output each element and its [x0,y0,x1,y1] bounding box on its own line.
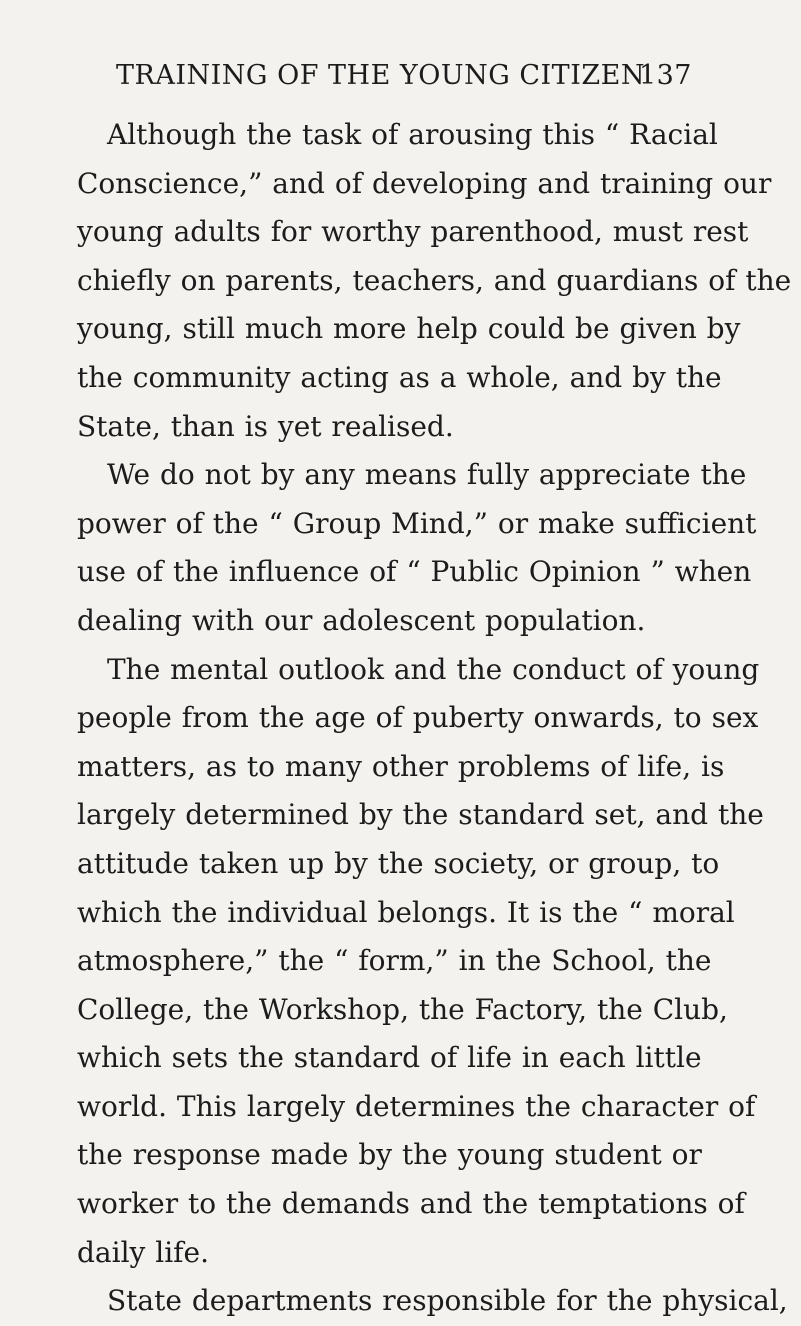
page-number: 137 [638,60,692,91]
text-line: We do not by any means fully appreciate the [107,458,747,492]
text-line: Although the task of arousing this “ Racial [107,118,718,151]
text-line: the community acting as a whole, and by the [77,360,722,394]
text-line: dealing with our adolescent population. [77,603,646,637]
running-head [116,60,692,100]
text-line: power of the “ Group Mind,” or make sufficient [77,506,757,540]
text-line: people from the age of puberty onwards, to sex [77,701,759,735]
text-line: College, the Workshop, the Factory, the Club, [77,992,728,1026]
text-line: Conscience,” and of developing and training our [77,166,772,200]
text-line: use of the influence of “ Public Opinion ” when [77,555,752,589]
text-line: The mental outlook and the conduct of young [107,652,760,686]
text-line: atmosphere,” the “ form,” in the School, the [77,944,712,978]
text-line: State departments responsible for the physical, [107,1284,788,1318]
text-line: world. This largely determines the character of [77,1089,756,1123]
text-line: young adults for worthy parenthood, must rest [77,215,749,249]
text-line: chiefly on parents, teachers, and guardians of the [77,263,792,297]
text-line: young, still much more help could be given by [77,312,741,346]
text-line: matters, as to many other problems of life, is [77,749,725,783]
text-line: daily life. [77,1235,209,1269]
running-title: TRAINING OF THE YOUNG CITIZEN [116,60,645,91]
text-line: which the individual belongs. It is the “ moral [77,895,735,929]
text-line: which sets the standard of life in each little [77,1041,702,1075]
body-text [77,111,792,1326]
text-line: State, than is yet realised. [77,409,454,443]
text-line: attitude taken up by the society, or group, to [77,846,720,880]
text-line: worker to the demands and the temptations of [77,1187,745,1221]
text-line: the response made by the young student or [77,1138,702,1172]
text-line: largely determined by the standard set, and the [77,798,764,832]
